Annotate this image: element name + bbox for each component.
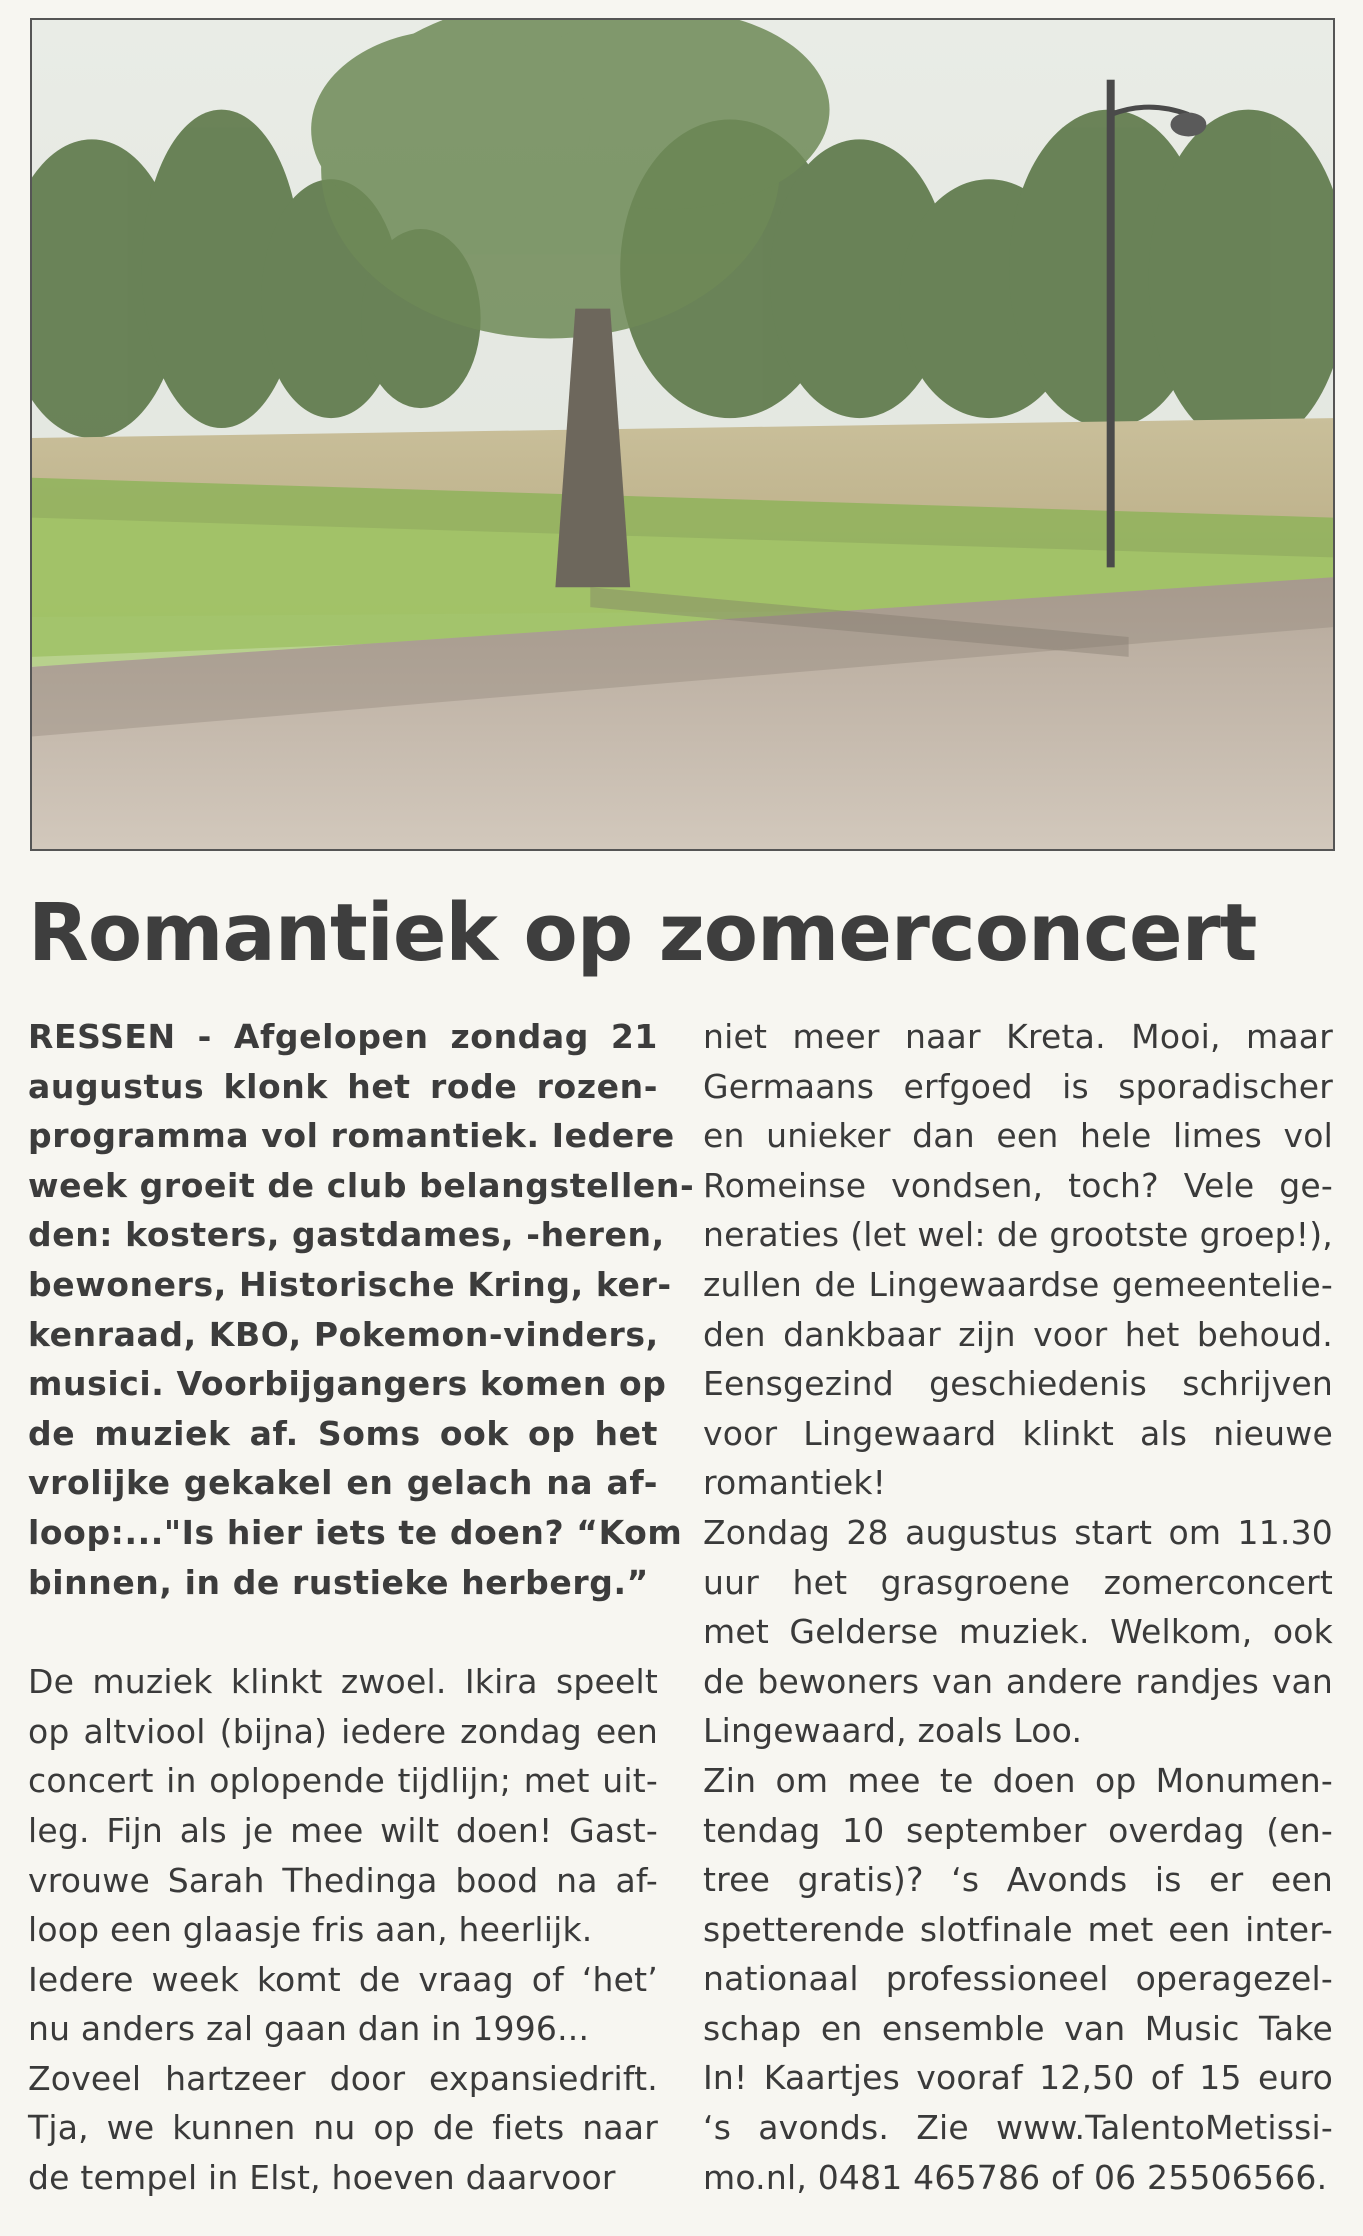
text-line: op altviool (bijna) iedere zondag een — [28, 1711, 658, 1751]
text-line: loop een glaasje fris aan, heerlijk. — [28, 1910, 593, 1950]
text-line: loop:..."Is hier iets te doen? “Kom — [28, 1512, 683, 1552]
text-line: Lingewaard, zoals Loo. — [703, 1711, 1083, 1751]
text-line: vrolijke gekakel en gelach na af- — [28, 1463, 658, 1503]
text-line: week groeit de club belangstellen- — [28, 1165, 695, 1205]
article-headline: Romantiek op zomerconcert — [28, 887, 1257, 979]
article-column-left — [28, 1012, 695, 2203]
text-line: RESSEN - Afgelopen zondag 21 — [28, 1017, 658, 1056]
text-line: de tempel in Elst, hoeven daarvoor — [28, 2158, 616, 2198]
text-line: Eensgezind geschiedenis schrijven — [703, 1364, 1333, 1404]
text-line: tendag 10 september overdag (en- — [703, 1810, 1333, 1850]
text-line: tree gratis)? ‘s Avonds is er een — [703, 1860, 1333, 1900]
text-line: uur het grasgroene zomerconcert — [703, 1562, 1333, 1602]
text-line: Zin om mee te doen op Monumen- — [703, 1760, 1333, 1800]
text-line: Tja, we kunnen nu op de fiets naar — [28, 2108, 658, 2148]
text-line: voor Lingewaard klinkt als nieuwe — [703, 1413, 1333, 1453]
text-line: zullen de Lingewaardse gemeentelie- — [703, 1264, 1333, 1304]
text-line: musici. Voorbijgangers komen op — [28, 1364, 667, 1404]
text-line: den: kosters, gastdames, -heren, — [28, 1215, 665, 1255]
article-body-right — [703, 1012, 1333, 2202]
text-line: nationaal professioneel operagezel- — [703, 1959, 1333, 1999]
text-line: leg. Fijn als je mee wilt doen! Gast- — [28, 1810, 658, 1850]
article-lead — [28, 1012, 695, 1607]
text-line: spetterende slotfinale met een inter- — [703, 1909, 1333, 1949]
text-line: bewoners, Historische Kring, ker- — [28, 1264, 672, 1304]
text-line: Zondag 28 augustus start om 11.30 — [703, 1512, 1333, 1552]
text-line: augustus klonk het rode rozen- — [28, 1066, 658, 1106]
text-line: programma vol romantiek. Iedere — [28, 1116, 675, 1156]
text-line: Zoveel hartzeer door expansiedrift. — [28, 2058, 658, 2098]
text-line: en unieker dan een hele limes vol — [703, 1116, 1333, 1156]
text-line: mo.nl, 0481 465786 of 06 25506566. — [703, 2157, 1328, 2197]
article-photo — [30, 18, 1335, 851]
text-line: Germaans erfgoed is sporadischer — [703, 1066, 1333, 1106]
text-line: binnen, in de rustieke herberg.” — [28, 1562, 649, 1602]
text-line: vrouwe Sarah Thedinga bood na af- — [28, 1860, 658, 1900]
text-line: concert in oplopende tijdlijn; met uit- — [28, 1761, 658, 1801]
text-line: Romeinse vondsen, toch? Vele ge- — [703, 1165, 1333, 1205]
text-line: schap en ensemble van Music Take — [703, 2008, 1333, 2048]
text-line: niet meer naar Kreta. Mooi, maar — [703, 1017, 1333, 1056]
text-line: met Gelderse muziek. Welkom, ook — [703, 1612, 1333, 1652]
park-landscape-photo — [32, 20, 1333, 849]
text-line: Iedere week komt de vraag of ‘het’ — [28, 1959, 658, 1999]
text-line: ‘s avonds. Zie www.TalentoMetissi- — [703, 2108, 1333, 2148]
text-line: nu anders zal gaan dan in 1996... — [28, 2009, 590, 2049]
text-line: romantiek! — [703, 1463, 887, 1503]
text-line: kenraad, KBO, Pokemon-vinders, — [28, 1314, 659, 1354]
text-line: den dankbaar zijn voor het behoud. — [703, 1314, 1333, 1354]
article-body-left — [28, 1657, 658, 2203]
text-line: In! Kaartjes vooraf 12,50 of 15 euro — [703, 2058, 1333, 2098]
text-line: neraties (let wel: de grootste groep!), — [703, 1215, 1333, 1255]
text-line: De muziek klinkt zwoel. Ikira speelt — [28, 1662, 658, 1702]
text-line: de muziek af. Soms ook op het — [28, 1413, 658, 1453]
text-line: de bewoners van andere randjes van — [703, 1661, 1333, 1701]
article-column-right — [703, 1012, 1333, 2202]
